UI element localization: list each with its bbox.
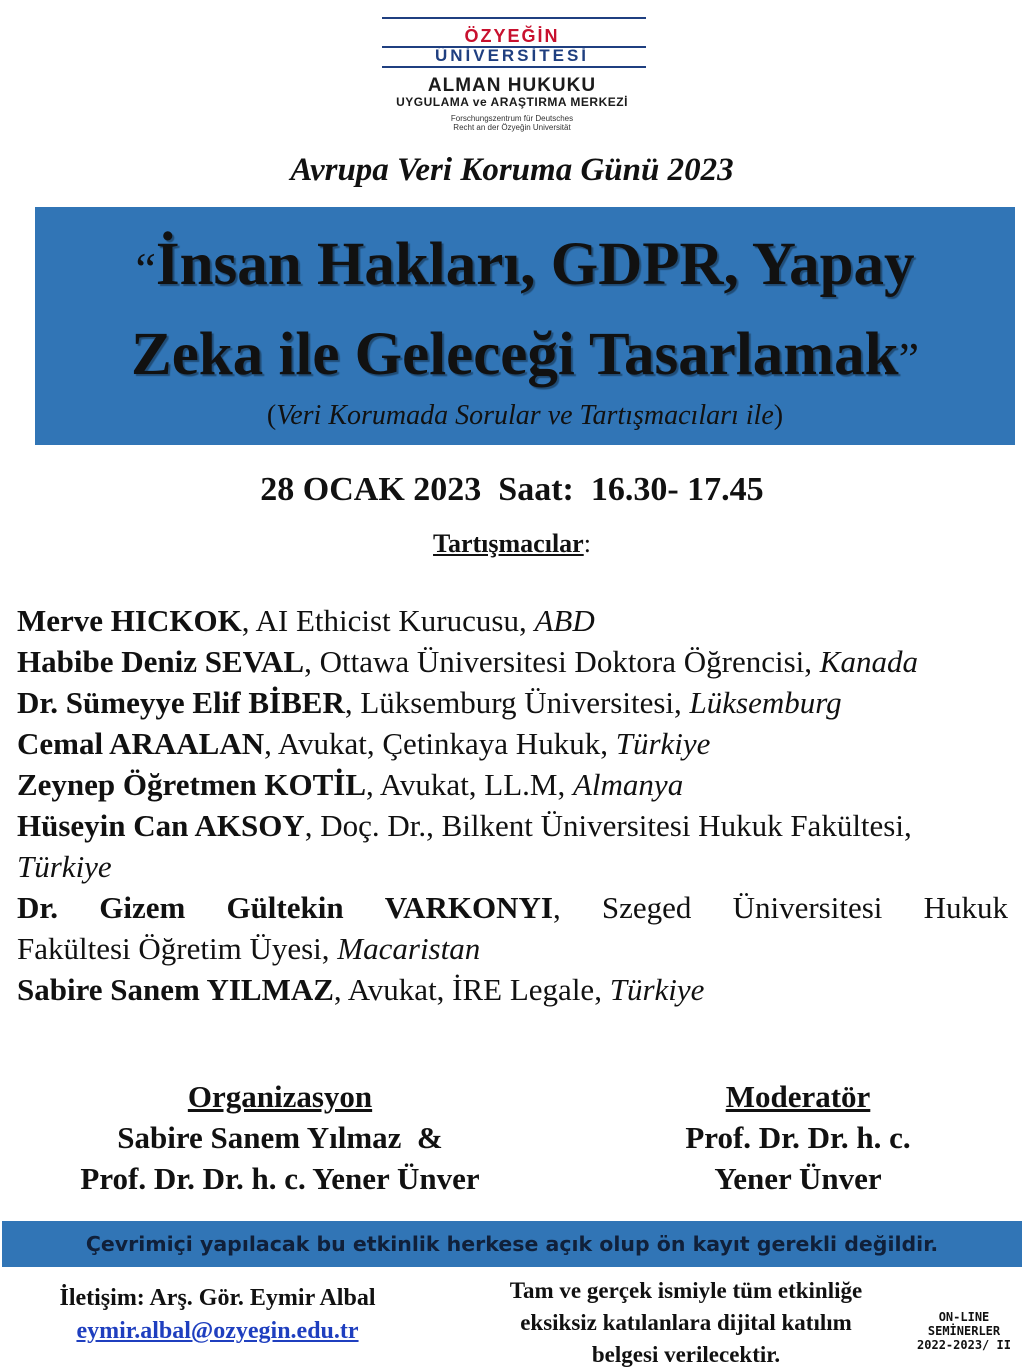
contact-email-link[interactable]: eymir.albal@ozyegin.edu.tr: [76, 1318, 359, 1344]
discussant-country: Türkiye: [615, 726, 711, 761]
event-date-time: 28 OCAK 2023 Saat: 16.30- 17.45: [260, 471, 764, 508]
contact-block: [20, 1282, 415, 1348]
logo: [330, 10, 694, 136]
discussant-name: Sabire Sanem YILMAZ: [17, 972, 334, 1007]
discussant-name: Hüseyin Can AKSOY: [17, 808, 305, 843]
separator: ,: [304, 644, 320, 679]
certificate-line-1: Tam ve gerçek ismiyle tüm etkinliğe: [509, 1278, 863, 1303]
word: Szeged: [601, 890, 692, 925]
discussant-row: [17, 764, 1008, 805]
discussant-description: Lüksemburg Üniversitesi,: [360, 685, 690, 720]
discussant-row-continuation: [17, 928, 1008, 969]
logo-top-rule: [382, 17, 646, 19]
discussant-row: [17, 682, 1008, 723]
notice-text: Çevrimiçi yapılacak bu etkinlik herkese açık olup ön kayıt gerekli değildir.: [85, 1232, 939, 1256]
separator: ,: [304, 808, 321, 843]
title-line-1: [35, 232, 1015, 302]
discussant-name: Habibe Deniz SEVAL: [17, 644, 305, 679]
discussants-heading-colon: :: [583, 529, 591, 558]
discussants-heading-text: Tartışmacılar: [433, 529, 584, 558]
discussant-row: [17, 723, 1008, 764]
open-quote: “: [135, 243, 156, 294]
moderator-heading: Moderatör: [725, 1079, 871, 1114]
event-subtitle: Avrupa Veri Koruma Günü 2023: [290, 152, 734, 188]
separator: ,: [344, 685, 361, 720]
comma: ,: [553, 890, 561, 925]
separator: ,: [264, 726, 278, 761]
discussant-country: Lüksemburg: [689, 685, 842, 720]
logo-german-line2: Recht an der Özyeğin Universität: [453, 123, 571, 132]
word: Üniversitesi: [732, 890, 883, 925]
discussant-description: Fakültesi Öğretim Üyesi,: [17, 931, 338, 966]
sub-close-paren: ): [773, 400, 784, 431]
organization-line-1: Sabire Sanem Yılmaz &: [117, 1120, 443, 1155]
title-line-1-text: İnsan Hakları, GDPR, Yapay: [155, 231, 915, 298]
separator: ,: [366, 767, 380, 802]
discussant-description: Avukat, İRE Legale,: [347, 972, 610, 1007]
title-line-2-text: Zeka ile Geleceği Tasarlamak: [131, 321, 899, 388]
title-banner: [35, 207, 1015, 445]
word: Dr.: [17, 890, 59, 925]
logo-bottom-rule: [382, 66, 646, 68]
discussant-description: Avukat, LL.M,: [379, 767, 573, 802]
discussant-description: AI Ethicist Kurucusu,: [255, 603, 535, 638]
discussants-heading: [0, 528, 1024, 560]
word: [385, 887, 561, 928]
series-line-3: 2022-2023/ II: [917, 1338, 1011, 1352]
discussant-country: Kanada: [819, 644, 918, 679]
discussant-name: Merve HICKOK: [17, 603, 242, 638]
moderator-line-1: Prof. Dr. Dr. h. c.: [685, 1120, 911, 1155]
word: Hukuk: [923, 890, 1008, 925]
moderator-block: [640, 1076, 956, 1199]
discussants-list: [17, 600, 1008, 1010]
discussant-country: Türkiye: [609, 972, 705, 1007]
title-subheading: [35, 399, 1015, 433]
discussant-name: Zeynep Öğretmen KOTİL: [17, 767, 367, 802]
discussant-description: Avukat, Çetinkaya Hukuk,: [277, 726, 616, 761]
series-label: [906, 1310, 1022, 1352]
logo-center-subtitle: UYGULAMA ve ARAŞTIRMA MERKEZİ: [396, 95, 628, 109]
discussant-surname: VARKONYI: [384, 890, 553, 925]
certificate-line-3: belgesi verilecektir.: [591, 1342, 781, 1367]
certificate-note: [468, 1275, 904, 1371]
series-line-2: SEMİNERLER: [927, 1324, 1001, 1338]
organization-line-2: Prof. Dr. Dr. h. c. Yener Ünver: [80, 1161, 480, 1196]
logo-university-line2: ÜNİVERSİTESİ: [434, 46, 590, 65]
certificate-line-2: eksiksiz katılanlara dijital katılım: [520, 1310, 852, 1335]
discussant-name: Dr. Sümeyye Elif BİBER: [17, 685, 345, 720]
discussant-country: Macaristan: [337, 931, 481, 966]
discussant-row: [17, 969, 1008, 1010]
sub-open-paren: (: [266, 400, 277, 431]
discussant-name: Cemal ARAALAN: [17, 726, 265, 761]
discussant-row-justified: [17, 887, 1008, 928]
logo-german-line1: Forschungszentrum für Deutsches: [450, 114, 574, 123]
title-subheading-text: Veri Korumada Sorular ve Tartışmacıları ile: [276, 400, 774, 431]
contact-label: İletişim: Arş. Gör. Eymir Albal: [59, 1285, 376, 1311]
discussant-country: Almanya: [573, 767, 684, 802]
organization-heading: Organizasyon: [187, 1079, 373, 1114]
close-quote: ”: [898, 333, 919, 384]
discussant-country: ABD: [534, 603, 595, 638]
word: Gültekin: [226, 890, 344, 925]
title-line-2: [35, 322, 1015, 392]
discussant-row-continuation: [17, 846, 1008, 887]
organization-block: [40, 1076, 520, 1199]
logo-center-name: ALMAN HUKUKU: [427, 75, 597, 96]
discussant-row: [17, 805, 1008, 846]
discussant-country: Türkiye: [17, 849, 112, 884]
discussant-row: [17, 600, 1008, 641]
discussant-row: [17, 641, 1008, 682]
notice-bar: [2, 1221, 1022, 1267]
discussant-description: Doç. Dr., Bilkent Üniversitesi Hukuk Fakültesi,: [320, 808, 912, 843]
logo-university-line1: ÖZYEĞİN: [464, 26, 560, 46]
moderator-line-2: Yener Ünver: [714, 1161, 882, 1196]
series-line-1: ON-LINE: [938, 1310, 990, 1324]
discussant-description: Ottawa Üniversitesi Doktora Öğrencisi,: [319, 644, 820, 679]
separator: ,: [333, 972, 348, 1007]
separator: ,: [241, 603, 256, 638]
word: Gizem: [99, 890, 186, 925]
